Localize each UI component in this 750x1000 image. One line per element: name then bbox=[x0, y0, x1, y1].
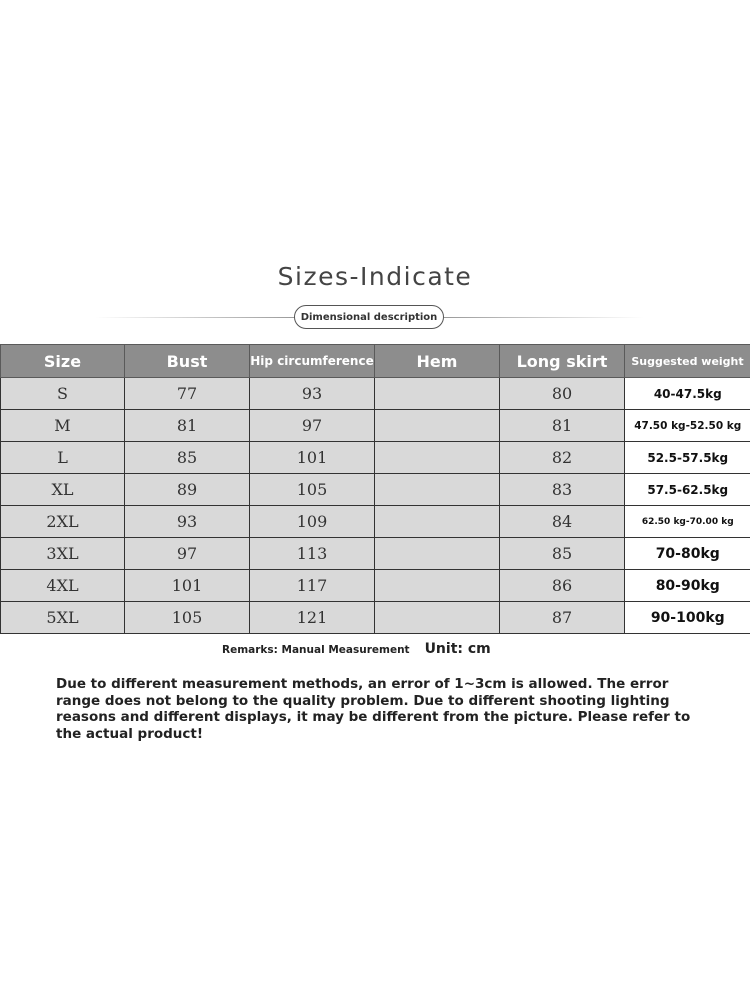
header-hem: Hem bbox=[375, 345, 500, 378]
cell-hem bbox=[375, 474, 500, 506]
table-row bbox=[1, 570, 750, 602]
subtitle-badge: Dimensional description bbox=[294, 305, 444, 329]
cell-bust: 81 bbox=[125, 410, 250, 442]
cell-size: 4XL bbox=[1, 570, 125, 602]
cell-hem bbox=[375, 602, 500, 634]
cell-hem bbox=[375, 570, 500, 602]
header-suggested-weight: Suggested weight bbox=[625, 345, 750, 378]
remarks-unit: Unit: cm bbox=[424, 641, 491, 657]
cell-hip: 101 bbox=[250, 442, 375, 474]
cell-hip: 117 bbox=[250, 570, 375, 602]
table-row bbox=[1, 602, 750, 634]
cell-size: L bbox=[1, 442, 125, 474]
cell-bust: 89 bbox=[125, 474, 250, 506]
cell-long-skirt: 81 bbox=[500, 410, 625, 442]
cell-hem bbox=[375, 506, 500, 538]
cell-weight: 52.5-57.5kg bbox=[625, 442, 750, 474]
cell-size: M bbox=[1, 410, 125, 442]
table-header-row bbox=[1, 345, 750, 378]
subtitle-divider-right bbox=[444, 317, 644, 318]
remarks-measurement: Remarks: Manual Measurement bbox=[222, 644, 410, 656]
cell-hem bbox=[375, 538, 500, 570]
cell-size: 5XL bbox=[1, 602, 125, 634]
cell-long-skirt: 84 bbox=[500, 506, 625, 538]
size-chart-table bbox=[0, 344, 750, 634]
cell-hip: 93 bbox=[250, 378, 375, 410]
disclaimer-note: Due to different measurement methods, an error of 1~3cm is allowed. The error range does not belong to the quality problem. Due to different shooting lighting reasons and different displays, it may be different from the picture. Please refer to the actual product! bbox=[56, 676, 691, 742]
header-bust: Bust bbox=[125, 345, 250, 378]
header-size: Size bbox=[1, 345, 125, 378]
cell-weight: 70-80kg bbox=[625, 538, 750, 570]
cell-long-skirt: 82 bbox=[500, 442, 625, 474]
cell-hem bbox=[375, 442, 500, 474]
cell-bust: 97 bbox=[125, 538, 250, 570]
cell-long-skirt: 86 bbox=[500, 570, 625, 602]
cell-weight: 62.50 kg-70.00 kg bbox=[625, 506, 750, 538]
cell-bust: 105 bbox=[125, 602, 250, 634]
cell-hip: 113 bbox=[250, 538, 375, 570]
cell-weight: 90-100kg bbox=[625, 602, 750, 634]
table-row bbox=[1, 442, 750, 474]
cell-hip: 105 bbox=[250, 474, 375, 506]
cell-size: XL bbox=[1, 474, 125, 506]
subtitle-divider-left bbox=[95, 317, 295, 318]
cell-hip: 97 bbox=[250, 410, 375, 442]
cell-hip: 121 bbox=[250, 602, 375, 634]
cell-long-skirt: 80 bbox=[500, 378, 625, 410]
cell-bust: 85 bbox=[125, 442, 250, 474]
remarks-line bbox=[222, 641, 491, 657]
cell-weight: 47.50 kg-52.50 kg bbox=[625, 410, 750, 442]
cell-weight: 80-90kg bbox=[625, 570, 750, 602]
header-long-skirt: Long skirt bbox=[500, 345, 625, 378]
cell-bust: 77 bbox=[125, 378, 250, 410]
cell-size: 3XL bbox=[1, 538, 125, 570]
cell-size: S bbox=[1, 378, 125, 410]
cell-hem bbox=[375, 378, 500, 410]
cell-long-skirt: 85 bbox=[500, 538, 625, 570]
cell-size: 2XL bbox=[1, 506, 125, 538]
table-row bbox=[1, 538, 750, 570]
table-row bbox=[1, 378, 750, 410]
table-row bbox=[1, 474, 750, 506]
cell-hip: 109 bbox=[250, 506, 375, 538]
cell-long-skirt: 87 bbox=[500, 602, 625, 634]
cell-hem bbox=[375, 410, 500, 442]
cell-bust: 93 bbox=[125, 506, 250, 538]
header-hip-circumference: Hip circumference bbox=[250, 345, 375, 378]
table-row bbox=[1, 506, 750, 538]
cell-weight: 57.5-62.5kg bbox=[625, 474, 750, 506]
cell-bust: 101 bbox=[125, 570, 250, 602]
page-title: Sizes-Indicate bbox=[277, 262, 473, 291]
cell-long-skirt: 83 bbox=[500, 474, 625, 506]
table-row bbox=[1, 410, 750, 442]
cell-weight: 40-47.5kg bbox=[625, 378, 750, 410]
